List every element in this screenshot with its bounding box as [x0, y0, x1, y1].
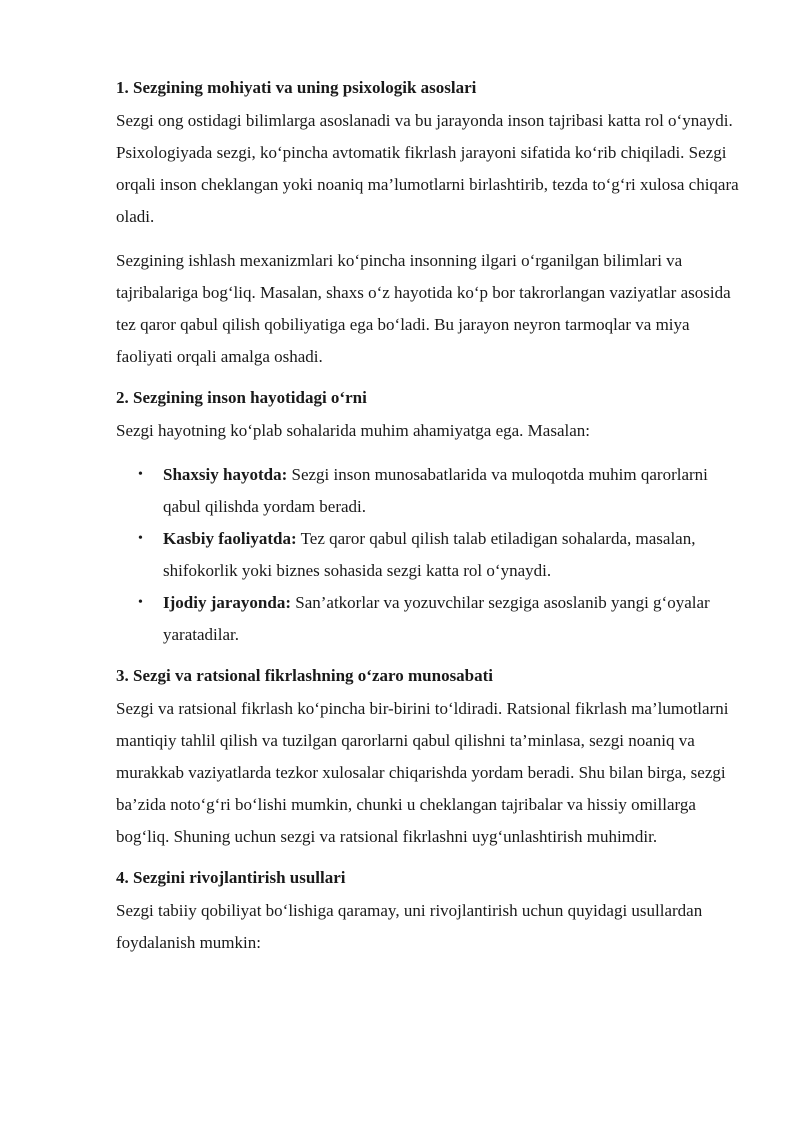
bullet-text: Sezgi inson munosabatlarida va muloqotda muhim qarorlarni qabul qilishda yordam beradi.: [163, 465, 708, 516]
bullet-term: Ijodiy jarayonda:: [163, 593, 291, 612]
bullet-item-professional: [116, 523, 746, 587]
section-2-bullet-list: [116, 459, 746, 651]
bullet-icon: •: [138, 595, 143, 610]
section-4-heading: 4. Sezgini rivojlantirish usullari: [116, 868, 346, 887]
document-page: [116, 77, 746, 959]
section-4-paragraph-1: Sezgi tabiiy qobiliyat bo‘lishiga qaramay, uni rivojlantirish uchun quyidagi usullardan foydalanish mumkin:: [116, 901, 703, 952]
section-1-paragraph-2: Sezgining ishlash mexanizmlari ko‘pincha insonning ilgari o‘rganilgan bilimlari va tajribalariga bog‘liq. Masalan, shaxs o‘z hayotida ko‘p bor takrorlangan vaziyatlar asosida tez qaror qabul qilish qobiliyatiga ega bo‘ladi. Bu jarayon neyron tarmoqlar va miya faoliyati orqali amalga oshadi.: [116, 251, 731, 366]
section-1-paragraph-1: Sezgi ong ostidagi bilimlarga asoslanadi va bu jarayonda inson tajribasi katta rol o‘ynaydi. Psixologiyada sezgi, ko‘pincha avtomatik fikrlash jarayoni sifatida ko‘rib chiqiladi. Sezgi orqali inson cheklangan yoki noaniq ma’lumotlarni birlashtirib, tezda to‘g‘ri xulosa chiqara oladi.: [116, 111, 739, 226]
section-2-heading: 2. Sezgining inson hayotidagi o‘rni: [116, 388, 367, 407]
section-3-paragraph-1: Sezgi va ratsional fikrlash ko‘pincha bir-birini to‘ldiradi. Ratsional fikrlash ma’lumotlarni mantiqiy tahlil qilish va tuzilgan qarorlarni qabul qilishni ta’minlasa, sezgi noaniq va murakkab vaziyatlarda tezkor xulosalar chiqarishda yordam beradi. Shu bilan birga, sezgi ba’zida noto‘g‘ri bo‘lishi mumkin, chunki u cheklangan tajribalar va hissiy omillarga bog‘liq. Shuning uchun sezgi va ratsional fikrlashni uyg‘unlashtirish muhimdir.: [116, 699, 729, 846]
bullet-text: San’atkorlar va yozuvchilar sezgiga asoslanib yangi g‘oyalar yaratadilar.: [163, 593, 710, 644]
bullet-text: Tez qaror qabul qilish talab etiladigan sohalarda, masalan, shifokorlik yoki biznes sohasida sezgi katta rol o‘ynaydi.: [163, 529, 696, 580]
section-1-heading: 1. Sezgining mohiyati va uning psixologik asoslari: [116, 78, 477, 97]
bullet-term: Shaxsiy hayotda:: [163, 465, 288, 484]
bullet-icon: •: [138, 467, 143, 482]
bullet-term: Kasbiy faoliyatda:: [163, 529, 297, 548]
section-3-heading: 3. Sezgi va ratsional fikrlashning o‘zaro munosabati: [116, 666, 494, 685]
bullet-item-creative: [116, 587, 746, 651]
section-2-intro: Sezgi hayotning ko‘plab sohalarida muhim ahamiyatga ega. Masalan:: [116, 421, 590, 440]
bullet-icon: •: [138, 531, 143, 546]
bullet-item-personal: [116, 459, 746, 523]
